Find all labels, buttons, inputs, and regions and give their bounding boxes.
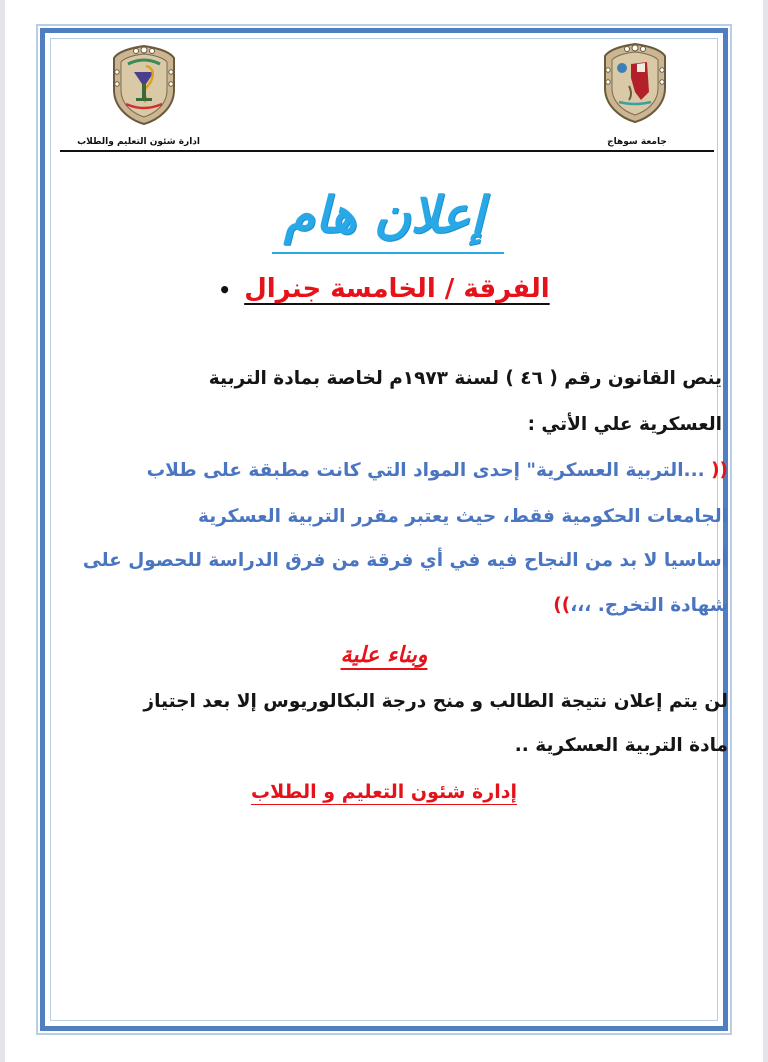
class-level: الفرقة / الخامسة جنرال (244, 274, 550, 304)
result-line-2: مادة التربية العسكرية .. (514, 735, 728, 756)
page-edge-right (763, 0, 768, 1062)
announcement-title: إعلان هام (283, 186, 485, 244)
quote-line-1: (( ...التربية العسكرية" إحدى المواد التي كانت مطبقة على طلاب (146, 460, 728, 481)
law-intro-line-1: ينص القانون رقم ( ٤٦ ) لسنة ١٩٧٣م لخاصة بمادة التربية (208, 368, 722, 389)
result-line-1: لن يتم إعلان نتيجة الطالب و منح درجة البكالوريوس إلا بعد اجتياز (143, 691, 728, 712)
quote-line-3: أساسيا لا بد من النجاح فيه في أي فرقة من فرق الدراسة للحصول على (82, 550, 728, 571)
faculty-emblem-icon (110, 44, 178, 126)
frame-border-inner (40, 28, 728, 1031)
quote-line-4: شهادة التخرج. ،،،)) (553, 595, 728, 616)
page-edge-left (0, 0, 5, 1062)
department-label: ادارة شئون التعليم والطلاب (77, 137, 200, 147)
quote-open: (( (711, 460, 728, 481)
quote-line-2: الجامعات الحكومية فقط، حيث يعتبر مقرر التربية العسكرية (197, 506, 728, 527)
header-divider (60, 150, 714, 152)
university-emblem-icon (601, 42, 669, 124)
accordingly-heading: وبناء علية (340, 643, 428, 668)
university-label: جامعة سوهاج (607, 137, 667, 147)
bullet: • (218, 278, 232, 302)
law-intro-line-2: العسكرية علي الأتي : (527, 414, 722, 435)
subtitle (0, 276, 768, 302)
quote-close: )) (553, 595, 571, 616)
document-frame (36, 24, 732, 1035)
signature: إدارة شئون التعليم و الطلاب (251, 781, 517, 803)
title-underline (272, 252, 504, 254)
